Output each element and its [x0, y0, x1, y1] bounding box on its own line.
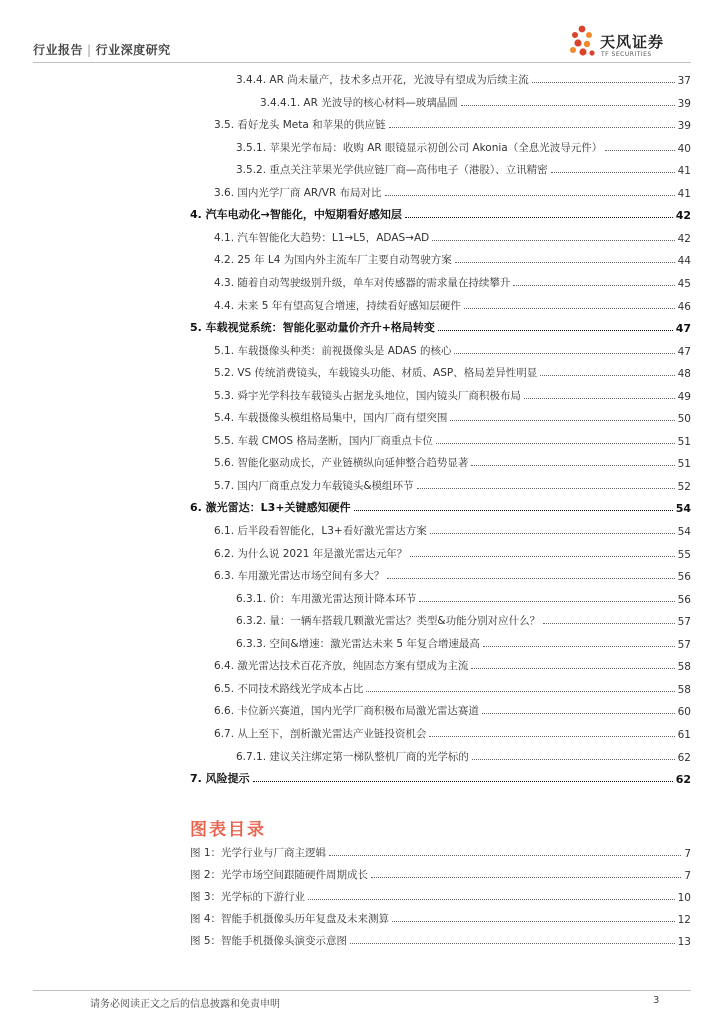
toc-leader-dots [551, 172, 675, 173]
figure-leader-dots [308, 899, 675, 900]
figure-leader-dots [392, 921, 675, 922]
toc-entry[interactable] [214, 247, 691, 267]
toc-entry-page: 51 [677, 458, 691, 471]
toc-entry-page: 55 [677, 548, 691, 561]
toc-entry-label: 3.5.2. 重点关注苹果光学供应链厂商—高伟电子（港股）、立讯精密 [236, 164, 548, 177]
toc-entry-page: 45 [677, 277, 691, 290]
toc-leader-dots [385, 195, 675, 196]
toc-entry-page: 50 [677, 413, 691, 426]
toc-entry-label: 6.3.3. 空间&增速：激光雷达未来 5 年复合增速最高 [236, 637, 480, 650]
toc-entry-page: 56 [677, 593, 691, 606]
toc-leader-dots [472, 759, 675, 760]
toc-leader-dots [417, 488, 675, 489]
toc-entry-page: 44 [677, 255, 691, 268]
toc-entry[interactable] [214, 225, 691, 245]
toc-entry-page: 52 [677, 480, 691, 493]
toc-entry[interactable] [236, 631, 691, 651]
toc-leader-dots [513, 285, 674, 286]
toc-entry[interactable] [214, 338, 691, 358]
figure-entry-label: 图 1：光学行业与厂商主逻辑 [190, 847, 327, 859]
toc-entry-page: 42 [675, 209, 691, 223]
toc-entry[interactable] [214, 698, 691, 718]
toc-leader-dots [482, 713, 675, 714]
toc-entry-label: 5.2. VS 传统消费镜头，车载镜头功能、材质、ASP、格局差异性明显 [214, 367, 538, 380]
toc-entry-page: 41 [677, 187, 691, 200]
toc-entry-label: 6.4. 激光雷达技术百花齐放，纯固态方案有望成为主流 [214, 660, 469, 673]
report-category [33, 41, 171, 58]
toc-entry-label: 3.4.4.1. AR 光波导的核心材料—玻璃晶圆 [260, 96, 458, 109]
toc-entry-page: 51 [677, 435, 691, 448]
toc-entry-label: 6.2. 为什么说 2021 年是激光雷达元年？ [214, 547, 408, 560]
toc-entry[interactable] [214, 270, 691, 290]
toc-entry[interactable] [260, 90, 691, 110]
figure-entry[interactable] [190, 886, 691, 904]
figure-leader-dots [350, 943, 675, 944]
toc-leader-dots [464, 308, 675, 309]
toc-entry-label: 6.7. 从上至下，剖析激光雷达产业链投资机会 [214, 727, 427, 740]
figure-entry[interactable] [190, 908, 691, 926]
toc-entry-label: 4.3. 随着自动驾驶级别升级，单车对传感器的需求量在持续攀升 [214, 276, 511, 289]
toc-leader-dots [540, 375, 674, 376]
toc-entry-page: 58 [677, 661, 691, 674]
toc-leader-dots [450, 420, 674, 421]
toc-entry-label: 3.6. 国内光学厂商 AR/VR 布局对比 [214, 186, 382, 199]
toc-entry-page: 56 [677, 571, 691, 584]
toc-entry[interactable] [190, 202, 691, 222]
toc-entry-page: 39 [677, 97, 691, 110]
toc-leader-dots [389, 127, 675, 128]
brand-name-en: TF SECURITIES [601, 51, 652, 58]
toc-entry-label: 4.4. 未来 5 年有望高复合增速，持续看好感知层硬件 [214, 299, 461, 312]
figure-entry-label: 图 4：智能手机摄像头历年复盘及未来测算 [190, 913, 390, 925]
toc-entry-label: 6.3. 车用激光雷达市场空间有多大？ [214, 570, 385, 583]
toc-entry-label: 5.6. 智能化驱动成长，产业链横纵向延伸整合趋势显著 [214, 457, 469, 470]
toc-entry-page: 40 [677, 142, 691, 155]
toc-entry-label: 3.4.4. AR 尚未量产，技术多点开花，光波导有望成为后续主流 [236, 74, 529, 86]
toc-entry-page: 54 [675, 502, 691, 516]
figure-entry[interactable] [190, 930, 691, 948]
toc-entry-page: 61 [677, 728, 691, 741]
toc-entry[interactable] [214, 293, 691, 313]
figure-entry-page: 7 [684, 870, 691, 882]
toc-leader-dots [543, 623, 675, 624]
toc-leader-dots [430, 533, 675, 534]
toc-entry[interactable] [214, 360, 691, 380]
toc-entry[interactable] [236, 157, 691, 177]
toc-entry[interactable] [214, 518, 691, 538]
toc-entry-label: 6.6. 卡位新兴赛道，国内光学厂商积极布局激光雷达赛道 [214, 705, 479, 718]
figure-index-title: 图表目录 [190, 820, 266, 840]
toc-entry-page: 49 [677, 390, 691, 403]
toc-leader-dots [532, 82, 675, 83]
toc-leader-dots [438, 330, 673, 331]
toc-entry-page: 41 [677, 165, 691, 178]
toc-entry-label: 3.5. 看好龙头 Meta 和苹果的供应链 [214, 119, 386, 132]
toc-entry-page: 57 [677, 638, 691, 651]
toc-leader-dots [429, 736, 674, 737]
toc-leader-dots [387, 578, 674, 579]
toc-entry[interactable] [214, 541, 691, 561]
toc-entry-label: 5.4. 车载摄像头模组格局集中，国内厂商有望突围 [214, 412, 448, 425]
figure-entry-label: 图 3：光学标的下游行业 [190, 891, 306, 903]
figure-entry[interactable] [190, 842, 691, 860]
toc-entry[interactable] [214, 180, 691, 200]
toc-entry-label: 7. 风险提示 [190, 772, 250, 786]
toc-entry-label: 6. 激光雷达：L3+关键感知硬件 [190, 501, 351, 515]
toc-entry-label: 6.1. 后半段看智能化，L3+看好激光雷达方案 [214, 525, 427, 537]
toc-entry-label: 5. 车载视觉系统：智能化驱动量价齐升+格局转变 [190, 321, 435, 335]
toc-entry[interactable] [236, 608, 691, 628]
page-number: 3 [653, 995, 660, 1006]
toc-leader-dots [471, 668, 674, 669]
toc-entry-label: 5.3. 舜宇光学科技车载镜头占据龙头地位，国内镜头厂商积极布局 [214, 389, 521, 402]
toc-entry[interactable] [236, 744, 691, 764]
toc-entry-page: 54 [677, 526, 691, 538]
footer-divider [33, 990, 691, 991]
toc-entry[interactable] [236, 67, 691, 87]
toc-leader-dots [253, 781, 673, 782]
toc-entry[interactable] [214, 112, 691, 132]
toc-entry[interactable] [214, 450, 691, 470]
toc-entry-label: 6.3.1. 价：车用激光雷达预计降本环节 [236, 592, 417, 605]
brand-name: 天风证券 [600, 33, 665, 51]
toc-leader-dots [483, 646, 675, 647]
figure-entry-page: 10 [677, 892, 691, 904]
toc-leader-dots [405, 217, 673, 218]
toc-entry[interactable] [214, 428, 691, 448]
toc-entry-page: 39 [677, 120, 691, 133]
category-label: 行业报告 [33, 43, 84, 57]
toc-entry[interactable] [214, 405, 691, 425]
toc-leader-dots [419, 601, 674, 602]
toc-entry-page: 47 [677, 345, 691, 358]
toc-leader-dots [524, 398, 675, 399]
toc-leader-dots [354, 510, 673, 511]
toc-entry[interactable] [214, 563, 691, 583]
toc-entry-label: 6.3.2. 量：一辆车搭载几颗激光雷达？类型&功能分别对应什么？ [236, 615, 541, 628]
toc-leader-dots [436, 443, 675, 444]
toc-entry-page: 46 [677, 300, 691, 313]
toc-entry-page: 62 [675, 773, 691, 787]
figure-entry-page: 13 [677, 936, 691, 948]
toc-leader-dots [471, 465, 674, 466]
toc-leader-dots [454, 353, 674, 354]
toc-entry-page: 60 [677, 706, 691, 719]
figure-entry-label: 图 5：智能手机摄像头演变示意图 [190, 935, 348, 947]
toc-entry[interactable] [214, 653, 691, 673]
figure-entry-page: 7 [684, 848, 691, 860]
toc-entry-label: 3.5.1. 苹果光学布局：收购 AR 眼镜显示初创公司 Akonia（全息光波导元件） [236, 141, 603, 154]
toc-leader-dots [432, 240, 674, 241]
toc-entry-page: 57 [677, 616, 691, 629]
subcategory-label: 行业深度研究 [95, 43, 171, 57]
toc-entry-page: 58 [677, 683, 691, 696]
toc-entry-page: 62 [677, 751, 691, 764]
figure-leader-dots [371, 877, 681, 878]
toc-entry-label: 5.5. 车载 CMOS 格局垄断，国内厂商重点卡位 [214, 434, 433, 447]
header-separator: | [87, 43, 92, 57]
figure-entry-page: 12 [677, 914, 691, 926]
figure-leader-dots [329, 855, 681, 856]
toc-entry-label: 4. 汽车电动化→智能化，中短期看好感知层 [190, 208, 402, 222]
toc-leader-dots [366, 691, 674, 692]
toc-leader-dots [605, 150, 674, 151]
toc-leader-dots [410, 556, 674, 557]
toc-entry[interactable] [190, 766, 691, 786]
toc-entry-page: 47 [675, 322, 691, 336]
toc-entry[interactable] [214, 473, 691, 493]
figure-entry[interactable] [190, 864, 691, 882]
header-divider [33, 62, 691, 63]
toc-entry[interactable] [190, 495, 691, 515]
toc-entry-label: 5.7. 国内厂商重点发力车载镜头&模组环节 [214, 479, 414, 492]
toc-leader-dots [461, 105, 675, 106]
toc-leader-dots [455, 262, 675, 263]
toc-entry[interactable] [190, 315, 691, 335]
toc-entry[interactable] [214, 721, 691, 741]
toc-entry[interactable] [236, 135, 691, 155]
toc-entry-page: 48 [677, 368, 691, 381]
toc-entry-page: 37 [677, 75, 691, 87]
figure-entry-label: 图 2：光学市场空间跟随硬件周期成长 [190, 869, 369, 881]
toc-entry-page: 42 [677, 232, 691, 245]
toc-entry-label: 4.2. 25 年 L4 为国内外主流车厂主要自动驾驶方案 [214, 254, 452, 267]
toc-entry[interactable] [214, 383, 691, 403]
toc-entry[interactable] [214, 676, 691, 696]
toc-entry-label: 6.5. 不同技术路线光学成本占比 [214, 682, 364, 695]
toc-entry-label: 4.1. 汽车智能化大趋势：L1→L5，ADAS→AD [214, 231, 430, 244]
toc-entry-label: 5.1. 车载摄像头种类：前视摄像头是 ADAS 的核心 [214, 344, 452, 357]
toc-entry-label: 6.7.1. 建议关注绑定第一梯队整机厂商的光学标的 [236, 750, 469, 763]
disclaimer-text: 请务必阅读正文之后的信息披露和免责申明 [90, 999, 280, 1010]
toc-entry[interactable] [236, 586, 691, 606]
